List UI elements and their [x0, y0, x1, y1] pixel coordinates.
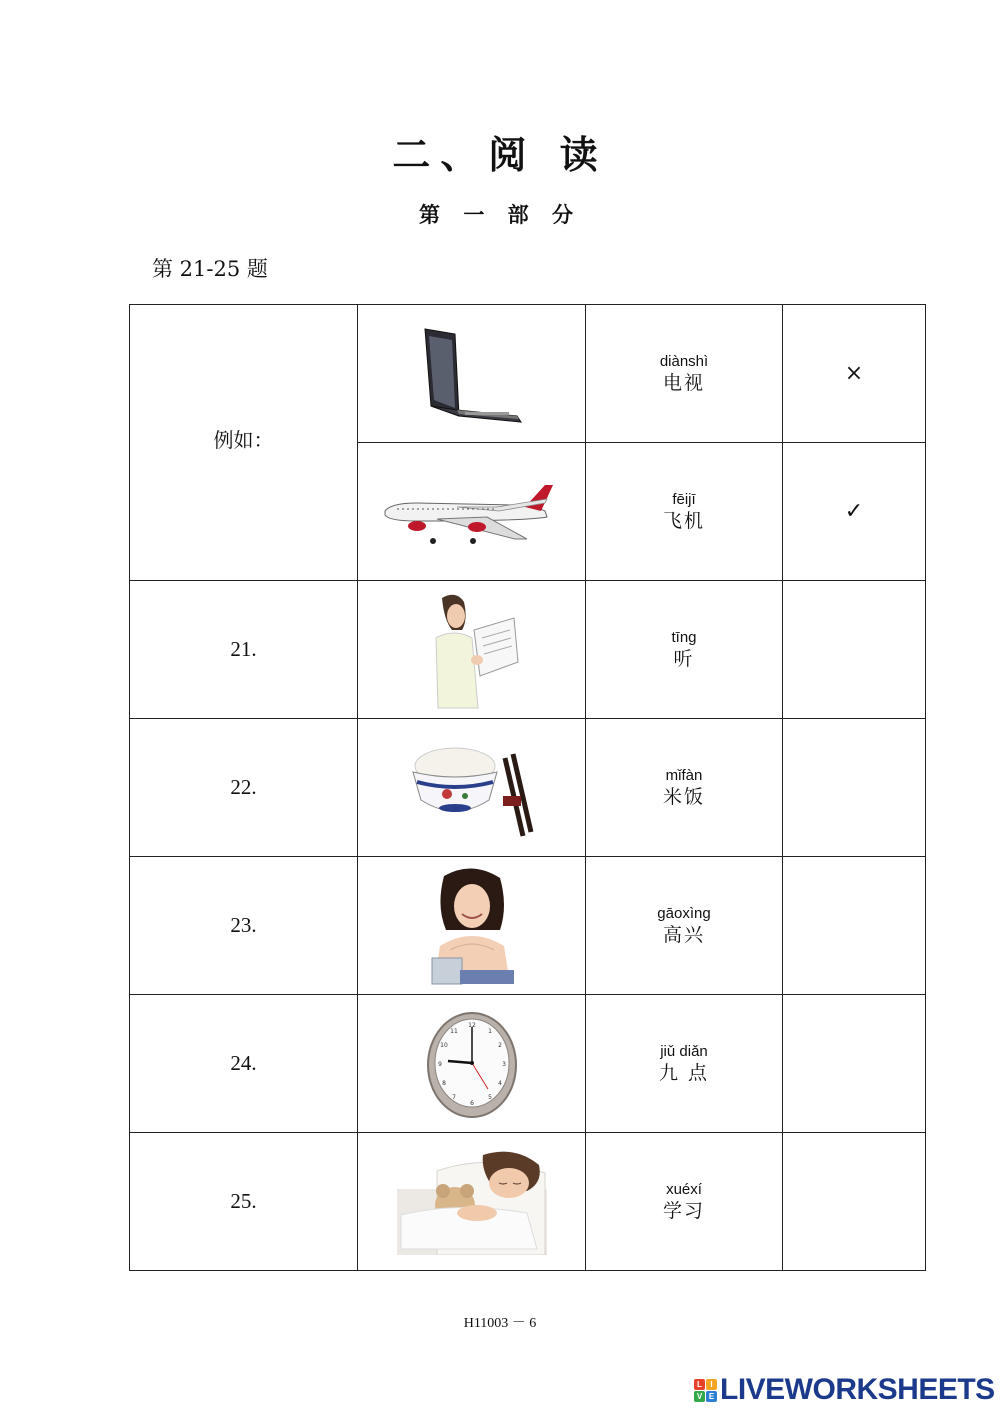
- woman-reading-newspaper-image: [358, 581, 586, 719]
- word-cell: [586, 719, 783, 857]
- logo-letter: V: [694, 1391, 705, 1402]
- svg-text:10: 10: [439, 1041, 448, 1049]
- svg-text:9: 9: [437, 1060, 442, 1068]
- answer-cell[interactable]: [783, 1133, 926, 1271]
- svg-text:4: 4: [497, 1079, 502, 1087]
- answer-cell[interactable]: [783, 719, 926, 857]
- answer-cell[interactable]: [783, 305, 926, 443]
- word-cell: [586, 1133, 783, 1271]
- word-cell: [586, 305, 783, 443]
- pinyin-text: jiǔ diǎn: [660, 1042, 708, 1060]
- word-cell: [586, 857, 783, 995]
- logo-letter: E: [706, 1391, 717, 1402]
- answer-cell[interactable]: [783, 443, 926, 581]
- answer-cell[interactable]: [783, 995, 926, 1133]
- question-row: [130, 581, 926, 719]
- check-mark-icon: ✓: [844, 499, 864, 524]
- page-code: H11003 － 6: [463, 1316, 537, 1331]
- question-number: 21.: [130, 581, 358, 719]
- cross-mark-icon: ×: [844, 361, 864, 386]
- wall-clock-image: [358, 995, 586, 1133]
- liveworksheets-logo-icon: [694, 1379, 717, 1402]
- hanzi-text: 听: [673, 647, 695, 670]
- question-row: [130, 1133, 926, 1271]
- question-number: 23.: [130, 857, 358, 995]
- airplane-image: [358, 443, 586, 581]
- section-subtitle: 第 一 部 分: [419, 203, 581, 227]
- pinyin-text: tīng: [671, 628, 697, 646]
- rice-bowl-chopsticks-image: [358, 719, 586, 857]
- svg-text:12: 12: [467, 1021, 476, 1029]
- question-number: 24.: [130, 995, 358, 1133]
- hanzi-text: 高兴: [662, 923, 705, 946]
- question-number: 25.: [130, 1133, 358, 1271]
- question-row: [130, 995, 926, 1133]
- svg-text:2: 2: [497, 1041, 502, 1049]
- pinyin-text: xuéxí: [666, 1180, 702, 1198]
- example-label-cell: [130, 305, 358, 581]
- svg-text:6: 6: [469, 1099, 474, 1107]
- logo-letter: I: [706, 1379, 717, 1390]
- svg-text:7: 7: [451, 1093, 456, 1101]
- word-cell: [586, 581, 783, 719]
- pinyin-text: gāoxìng: [657, 904, 711, 922]
- example-label: 例如：: [213, 428, 274, 452]
- sleeping-child-image: [358, 1133, 586, 1271]
- question-row: [130, 857, 926, 995]
- pinyin-text: mǐfàn: [665, 766, 703, 784]
- word-cell: [586, 995, 783, 1133]
- hanzi-text: 电视: [662, 371, 705, 394]
- svg-text:11: 11: [449, 1027, 458, 1035]
- question-number: 22.: [130, 719, 358, 857]
- pinyin-text: fēijī: [672, 490, 696, 508]
- liveworksheets-logo[interactable]: [694, 1374, 995, 1406]
- hanzi-text: 九 点: [658, 1061, 710, 1084]
- liveworksheets-wordmark: LIVEWORKSHEETS: [720, 1373, 995, 1406]
- svg-text:3: 3: [501, 1060, 506, 1068]
- example-row: [130, 305, 926, 443]
- hanzi-text: 学习: [662, 1199, 705, 1222]
- logo-letter: L: [694, 1379, 705, 1390]
- word-cell: [586, 443, 783, 581]
- hanzi-text: 米饭: [662, 785, 705, 808]
- question-table: [129, 304, 926, 1271]
- question-range: 第 21-25 题: [152, 257, 268, 281]
- svg-text:8: 8: [441, 1079, 446, 1087]
- answer-cell[interactable]: [783, 857, 926, 995]
- svg-text:5: 5: [487, 1093, 492, 1101]
- page-title: 二、阅 读: [392, 133, 608, 177]
- smiling-woman-laptop-image: [358, 857, 586, 995]
- pinyin-text: diànshì: [659, 352, 709, 370]
- svg-text:1: 1: [487, 1027, 492, 1035]
- laptop-image: [358, 305, 586, 443]
- answer-cell[interactable]: [783, 581, 926, 719]
- question-row: [130, 719, 926, 857]
- hanzi-text: 飞机: [662, 509, 705, 532]
